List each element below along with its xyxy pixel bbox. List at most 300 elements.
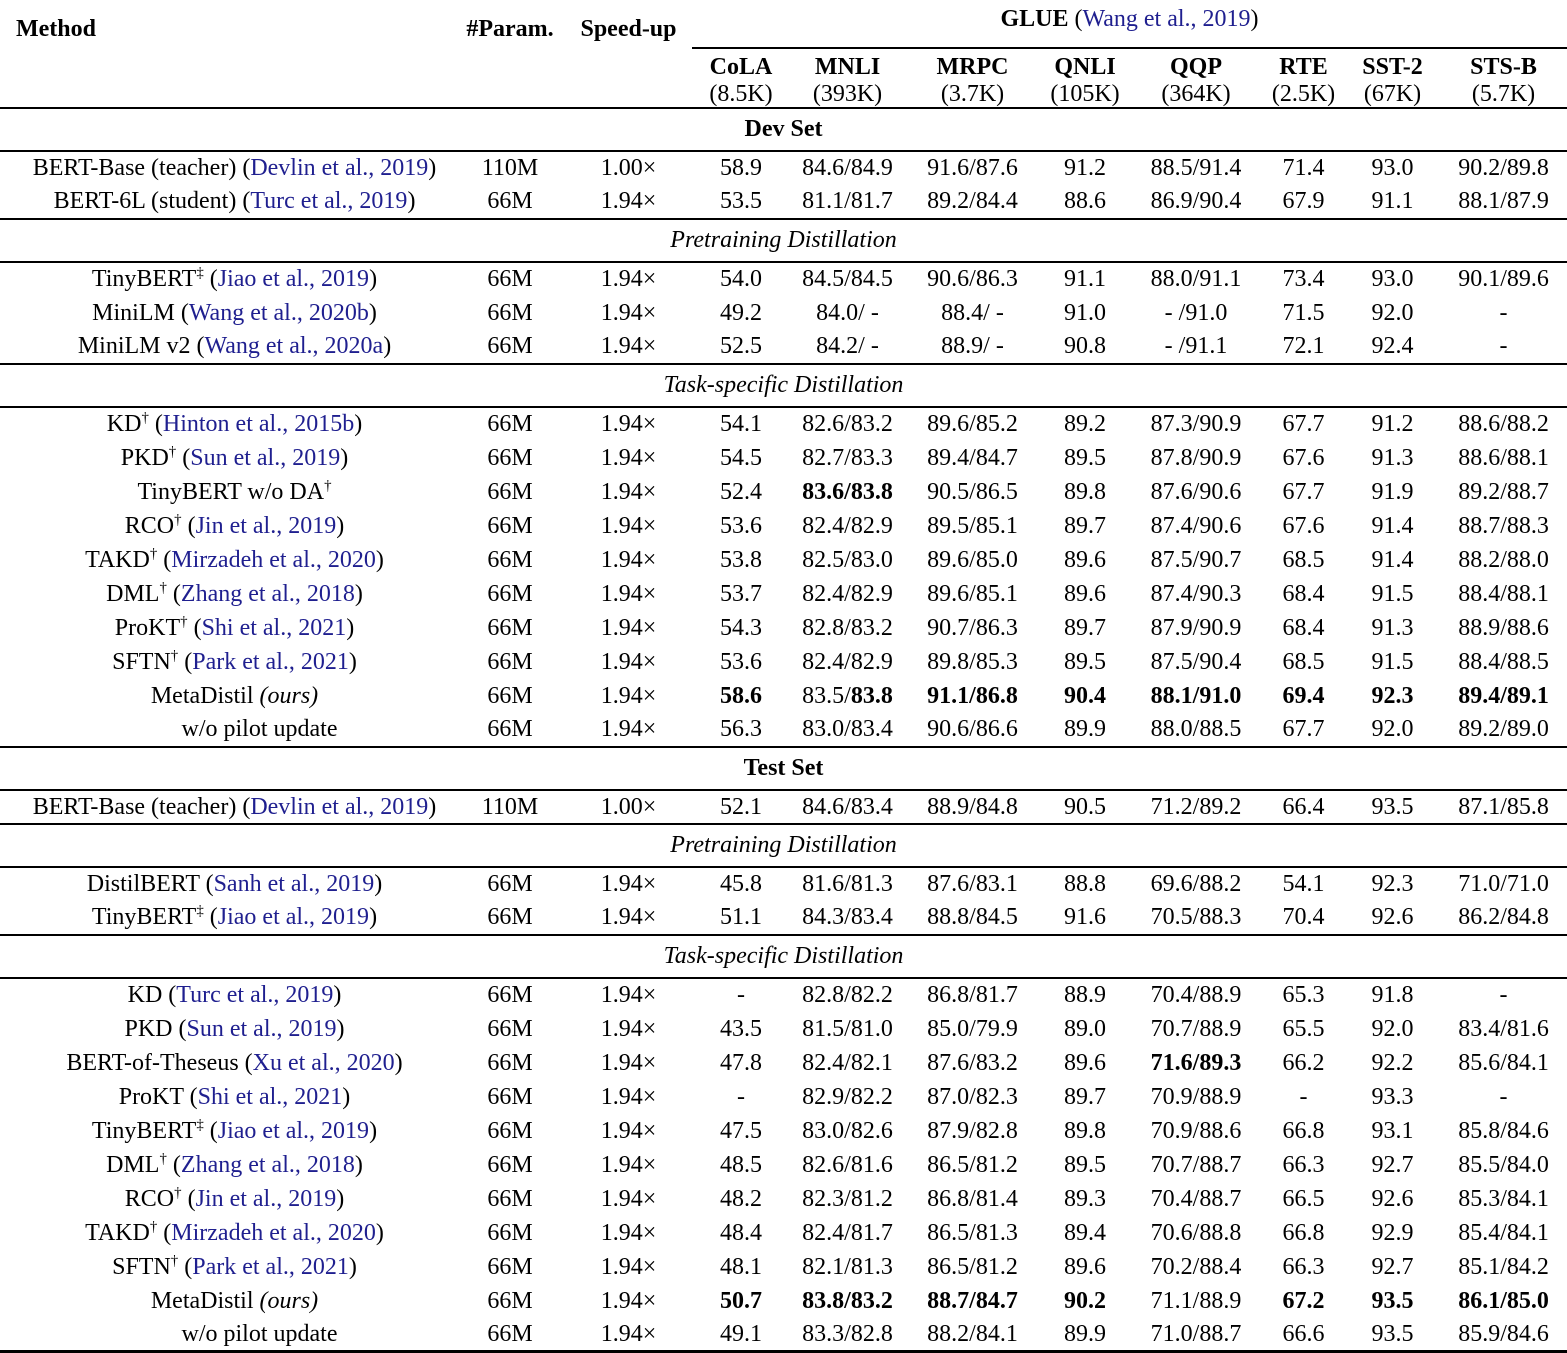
cell-sts-b: 89.2/89.0 xyxy=(1458,716,1549,742)
cell-sst-2: 92.3 xyxy=(1371,871,1414,897)
column-label: QNLI xyxy=(1054,54,1116,80)
method-name: ProKT xyxy=(118,1083,184,1110)
cell-sts-b: 88.4/88.5 xyxy=(1458,648,1549,675)
param-cell: 66M xyxy=(487,982,533,1008)
method-name: KD xyxy=(106,411,142,437)
column-label: MNLI xyxy=(814,54,881,80)
method-name: MetaDistil xyxy=(150,1287,254,1314)
cell-mrpc: 86.8/81.7 xyxy=(927,982,1018,1008)
speedup-cell: 1.94× xyxy=(600,1015,657,1042)
method-name: MetaDistil xyxy=(150,682,254,709)
cell-sst-2: 91.3 xyxy=(1371,444,1414,471)
cell-cola: 52.4 xyxy=(720,478,762,505)
table-row xyxy=(0,262,1567,296)
table-row xyxy=(0,185,1567,219)
citation-link[interactable]: Wang et al., 2020b xyxy=(188,299,369,326)
cell-qqp: 88.5/91.4 xyxy=(1150,155,1242,181)
cell-cola: 50.7 xyxy=(720,1287,762,1314)
method-cell xyxy=(0,978,455,1012)
method-cell xyxy=(0,509,455,543)
speedup-cell: 1.94× xyxy=(600,682,657,709)
column-size: (2.5K) xyxy=(1271,81,1336,107)
method-name: DML xyxy=(106,1151,160,1178)
cell-qqp: 69.6/88.2 xyxy=(1150,871,1242,897)
citation-link[interactable]: Zhang et al., 2018 xyxy=(180,580,355,607)
param-cell: 66M xyxy=(487,648,533,675)
cell-mrpc: 89.8/85.3 xyxy=(927,648,1018,675)
cell-cola: 53.7 xyxy=(720,580,762,607)
method-cell xyxy=(0,1318,455,1352)
citation-wrap xyxy=(191,333,392,359)
cell-sst-2: 92.6 xyxy=(1371,904,1414,930)
method-cell xyxy=(0,1250,455,1284)
cell-mnli: 82.7/83.3 xyxy=(802,444,893,471)
dagger-mark: ‡ xyxy=(196,903,204,919)
method-name: TinyBERT xyxy=(91,904,197,930)
citation-link[interactable]: Jiao et al., 2019 xyxy=(217,904,370,930)
cell-rte: 67.7 xyxy=(1282,716,1325,742)
table-row xyxy=(0,577,1567,611)
speedup-cell: 1.00× xyxy=(600,793,657,820)
speedup-cell: 1.94× xyxy=(600,871,657,897)
param-cell: 66M xyxy=(487,1185,533,1212)
dagger-mark: ‡ xyxy=(196,265,204,281)
table-row xyxy=(0,611,1567,645)
cell-qqp: 70.5/88.3 xyxy=(1150,904,1242,930)
cell-qnli: 89.7 xyxy=(1064,1083,1106,1110)
citation-link[interactable]: Shi et al., 2021 xyxy=(197,1083,343,1110)
cell-sst-2: 93.0 xyxy=(1371,266,1414,292)
col-header-mnli xyxy=(790,48,905,108)
cell-rte: 67.7 xyxy=(1282,411,1325,437)
cell-sts-b: 86.2/84.8 xyxy=(1458,904,1549,930)
param-cell: 66M xyxy=(487,1117,533,1144)
cell-mrpc: 87.6/83.2 xyxy=(927,1049,1018,1076)
citation-wrap xyxy=(173,1016,345,1042)
cell-qqp: 70.6/88.8 xyxy=(1150,1219,1242,1246)
column-size: (105K) xyxy=(1050,81,1120,107)
cell-qqp: 87.5/90.7 xyxy=(1150,546,1242,573)
col-header-cola xyxy=(692,48,790,108)
citation-wrap xyxy=(188,615,355,641)
cell-rte: 66.4 xyxy=(1282,793,1325,820)
citation-link[interactable]: Sanh et al., 2019 xyxy=(213,871,375,897)
method-cell xyxy=(0,1080,455,1114)
cell-rte: 65.3 xyxy=(1282,982,1325,1008)
cell-mrpc: 85.0/79.9 xyxy=(927,1015,1018,1042)
cell-rte: 68.5 xyxy=(1282,546,1325,573)
cell-mnli: 82.9/82.2 xyxy=(802,1083,893,1110)
cell-mnli: 81.1/81.7 xyxy=(802,188,893,214)
param-cell: 66M xyxy=(487,266,533,292)
cell-qnli: 89.6 xyxy=(1064,580,1106,607)
cell-rte: - xyxy=(1299,1083,1308,1110)
citation-wrap xyxy=(176,445,348,471)
dagger-mark: † xyxy=(174,1184,182,1201)
table-row xyxy=(0,1012,1567,1046)
speedup-cell: 1.94× xyxy=(600,1151,657,1178)
cell-qnli: 88.8 xyxy=(1064,871,1106,897)
cell-qnli: 90.2 xyxy=(1064,1287,1106,1314)
citation-wrap xyxy=(175,300,377,326)
cell-sst-2: 92.2 xyxy=(1371,1049,1414,1076)
citation-link[interactable]: Zhang et al., 2018 xyxy=(180,1151,355,1178)
speedup-cell: 1.00× xyxy=(600,155,657,181)
cell-mrpc: 89.5/85.1 xyxy=(927,512,1018,539)
method-name: RCO xyxy=(124,1185,175,1212)
cell-sts-b: 85.8/84.6 xyxy=(1458,1117,1549,1144)
citation-link[interactable]: Shi et al., 2021 xyxy=(201,614,347,641)
method-cell xyxy=(0,1182,455,1216)
cell-cola: 58.9 xyxy=(720,155,762,181)
citation-link[interactable]: Turc et al., 2019 xyxy=(176,982,334,1008)
cell-sts-b: 90.2/89.8 xyxy=(1458,155,1549,181)
cell-cola: 54.1 xyxy=(720,411,762,437)
cell-rte: 67.6 xyxy=(1282,512,1325,539)
glue-citation-wrap xyxy=(1069,6,1259,32)
citation-link[interactable]: Xu et al., 2020 xyxy=(252,1049,395,1076)
table-row xyxy=(0,1250,1567,1284)
cell-mnli: 83.6/83.8 xyxy=(802,478,893,505)
dagger-mark: † xyxy=(168,443,177,460)
table-row xyxy=(0,679,1567,713)
citation-link[interactable]: Jiao et al., 2019 xyxy=(217,266,370,292)
cell-mnli: 84.5/84.5 xyxy=(802,266,893,292)
method-name: DML xyxy=(106,580,160,607)
cell-mnli: 83.3/82.8 xyxy=(790,1318,905,1352)
cell-cola: - xyxy=(737,1083,745,1110)
method-cell xyxy=(0,1148,455,1182)
method-name: ProKT xyxy=(114,614,181,641)
param-cell: 66M xyxy=(487,188,533,214)
table-row xyxy=(0,543,1567,577)
dagger-mark: † xyxy=(149,545,158,562)
cell-mrpc: 89.6/85.0 xyxy=(927,546,1018,573)
col-header-rte xyxy=(1262,48,1345,108)
param-cell: 66M xyxy=(487,1151,533,1178)
citation-wrap xyxy=(204,904,377,930)
cell-qqp: 70.7/88.9 xyxy=(1150,1015,1242,1042)
cell-sst-2: 91.2 xyxy=(1371,411,1414,437)
citation-link[interactable]: Devlin et al., 2019 xyxy=(250,793,429,820)
method-name: SFTN xyxy=(112,648,171,675)
column-size: (67K) xyxy=(1363,81,1422,107)
param-cell: 66M xyxy=(487,444,533,471)
cell-sts-b: 71.0/71.0 xyxy=(1458,871,1549,897)
cell-mnli: 83.8/83.2 xyxy=(802,1287,893,1314)
method-cell xyxy=(0,790,455,824)
cell-mrpc: 88.8/84.5 xyxy=(927,904,1018,930)
section-band-row xyxy=(0,747,1567,790)
cell-rte: 73.4 xyxy=(1282,266,1325,292)
cell-qqp: 88.0/91.1 xyxy=(1150,266,1242,292)
cell-qqp: 87.3/90.9 xyxy=(1150,411,1242,437)
cell-qqp: 87.9/90.9 xyxy=(1150,614,1242,641)
citation-wrap xyxy=(236,794,436,820)
citation-link[interactable]: Wang et al., 2020a xyxy=(204,333,384,359)
citation-link[interactable]: Devlin et al., 2019 xyxy=(250,155,429,181)
cell-mnli: 84.0/ - xyxy=(816,299,879,326)
param-cell: 66M xyxy=(487,716,533,742)
column-label: QQP xyxy=(1170,54,1222,80)
dagger-mark: † xyxy=(141,410,149,426)
citation-wrap xyxy=(239,1050,403,1076)
citation-wrap xyxy=(204,1118,377,1144)
table-row xyxy=(0,645,1567,679)
cell-sst-2: 92.0 xyxy=(1371,716,1414,742)
method-name: TinyBERT xyxy=(91,1117,197,1144)
cell-sts-b: 87.1/85.8 xyxy=(1458,793,1549,820)
cell-sst-2: 93.0 xyxy=(1371,155,1414,181)
column-label: RTE xyxy=(1279,54,1328,80)
speedup-cell: 1.94× xyxy=(600,1185,657,1212)
speedup-cell: 1.94× xyxy=(600,982,657,1008)
method-cell xyxy=(0,577,455,611)
method-name: TAKD xyxy=(85,1219,150,1246)
column-label: SST-2 xyxy=(1362,54,1423,80)
cell-sts-b: 88.6/88.1 xyxy=(1458,444,1549,471)
param-cell: 66M xyxy=(487,1253,533,1280)
method-cell xyxy=(0,901,455,935)
method-name: MiniLM v2 xyxy=(77,333,191,359)
param-cell: 66M xyxy=(487,512,533,539)
cell-cola: 48.4 xyxy=(720,1219,762,1246)
param-cell: 66M xyxy=(487,1049,533,1076)
cell-cola: 58.6 xyxy=(720,682,762,709)
cell-sst-2: 93.5 xyxy=(1371,1287,1414,1314)
cell-mnli: 83.0/82.6 xyxy=(802,1117,893,1144)
column-size: (3.7K) xyxy=(940,81,1005,107)
table-row xyxy=(0,1046,1567,1080)
glue-label: GLUE xyxy=(1000,6,1069,32)
cell-mnli: 84.3/83.4 xyxy=(802,904,893,930)
citation-link[interactable]: Mirzadeh et al., 2020 xyxy=(171,546,376,573)
cell-mrpc: 90.6/86.3 xyxy=(927,266,1018,292)
cell-rte: 68.4 xyxy=(1282,580,1325,607)
cell-mrpc: 88.9/84.8 xyxy=(927,793,1018,820)
cell-mnli: 81.5/81.0 xyxy=(802,1015,893,1042)
cell-rte: 70.4 xyxy=(1282,904,1325,930)
cell-mrpc: 86.5/81.2 xyxy=(927,1151,1018,1178)
cell-qnli: 89.3 xyxy=(1064,1185,1106,1212)
cell-cola: 53.6 xyxy=(720,512,762,539)
cell-mrpc: 89.4/84.7 xyxy=(927,444,1018,471)
section-band-row xyxy=(0,364,1567,407)
method-name: TAKD xyxy=(85,546,150,573)
method-cell xyxy=(0,867,455,901)
citation-link[interactable]: Sun et al., 2019 xyxy=(190,444,341,471)
citation-link[interactable]: Jiao et al., 2019 xyxy=(217,1117,370,1144)
col-header-speedup: Speed-up xyxy=(565,0,692,108)
cell-sst-2: 92.7 xyxy=(1371,1151,1414,1178)
cell-qnli: 90.8 xyxy=(1064,333,1106,359)
cell-sts-b: 88.4/88.1 xyxy=(1458,580,1549,607)
cell-rte: 67.9 xyxy=(1282,188,1325,214)
cell-sst-2: 91.8 xyxy=(1371,982,1414,1008)
cell-mrpc: 90.5/86.5 xyxy=(927,478,1018,505)
method-cell xyxy=(0,1216,455,1250)
cell-cola: 53.5 xyxy=(720,188,762,214)
method-cell xyxy=(0,407,455,441)
citation-link[interactable]: Sun et al., 2019 xyxy=(186,1015,337,1042)
cell-mnli: 82.3/81.2 xyxy=(802,1185,893,1212)
cell-qnli: 89.9 xyxy=(1040,1318,1130,1352)
cell-cola: 48.5 xyxy=(720,1151,762,1178)
cell-qnli: 88.9 xyxy=(1064,982,1106,1008)
cell-qqp: 88.0/88.5 xyxy=(1150,716,1242,742)
glue-citation-link[interactable]: Wang et al., 2019 xyxy=(1082,6,1251,32)
cell-mnli: 82.4/82.1 xyxy=(802,1049,893,1076)
cell-qnli: 89.0 xyxy=(1064,1015,1106,1042)
table-row xyxy=(0,867,1567,901)
section-band-row xyxy=(0,219,1567,262)
dagger-mark: † xyxy=(324,477,332,494)
cell-sts-b: - xyxy=(1499,982,1508,1008)
cell-rte: 66.2 xyxy=(1282,1049,1325,1076)
cell-mnli: 82.5/83.0 xyxy=(802,546,893,573)
method-cell xyxy=(0,330,455,364)
cell-sst-2: 92.4 xyxy=(1371,333,1414,359)
cell-rte: 54.1 xyxy=(1282,871,1325,897)
cell-cola: 47.8 xyxy=(720,1049,762,1076)
method-name: TinyBERT xyxy=(91,266,197,292)
dagger-mark: † xyxy=(180,613,188,630)
cell-qqp: 70.4/88.7 xyxy=(1150,1185,1242,1212)
citation-wrap xyxy=(149,411,362,437)
table-row xyxy=(0,296,1567,330)
cell-qnli: 91.1 xyxy=(1064,266,1106,292)
cell-mnli: 82.6/81.6 xyxy=(802,1151,893,1178)
cell-qnli: 89.6 xyxy=(1064,1049,1106,1076)
speedup-cell: 1.94× xyxy=(600,904,657,930)
section-band-row xyxy=(0,935,1567,978)
citation-wrap xyxy=(184,1084,351,1110)
cell-qnli: 90.5 xyxy=(1064,793,1106,820)
citation-link[interactable]: Mirzadeh et al., 2020 xyxy=(171,1219,376,1246)
citation-wrap xyxy=(236,155,436,181)
cell-mnli: 83.5/83.8 xyxy=(802,682,893,709)
method-cell xyxy=(0,679,455,713)
cell-mrpc: 89.2/84.4 xyxy=(927,188,1018,214)
speedup-cell: 1.94× xyxy=(600,478,657,505)
citation-link[interactable]: Hinton et al., 2015b xyxy=(162,411,355,437)
table-row xyxy=(0,1148,1567,1182)
speedup-cell: 1.94× xyxy=(600,1049,657,1076)
cell-cola: 48.2 xyxy=(720,1185,762,1212)
speedup-cell: 1.94× xyxy=(600,411,657,437)
cell-mrpc: 90.6/86.6 xyxy=(927,716,1018,742)
section-band-label: Test Set xyxy=(0,747,1567,790)
cell-sst-2: 91.4 xyxy=(1371,546,1414,573)
citation-wrap xyxy=(157,547,384,573)
header-row-top xyxy=(0,0,1567,48)
col-header-method: Method xyxy=(0,0,455,108)
speedup-cell: 1.94× xyxy=(600,266,657,292)
citation-wrap xyxy=(178,1254,357,1280)
cell-sts-b: - xyxy=(1499,1083,1508,1110)
cell-sst-2: 91.1 xyxy=(1371,188,1414,214)
cell-qnli: 91.2 xyxy=(1064,155,1106,181)
method-cell xyxy=(0,1114,455,1148)
cell-qqp: 70.9/88.9 xyxy=(1150,1083,1242,1110)
cell-qqp: 87.4/90.3 xyxy=(1150,580,1242,607)
cell-cola: 54.5 xyxy=(720,444,762,471)
cell-mnli: 82.8/83.2 xyxy=(802,614,893,641)
citation-link[interactable]: Jin et al., 2019 xyxy=(195,1185,337,1212)
table-row xyxy=(0,1318,1567,1352)
cell-sst-2: 92.7 xyxy=(1371,1253,1414,1280)
cell-sts-b: 88.2/88.0 xyxy=(1458,546,1549,573)
method-cell xyxy=(0,262,455,296)
citation-link[interactable]: Park et al., 2021 xyxy=(192,648,349,675)
cell-rte: 67.7 xyxy=(1282,478,1325,505)
dagger-mark: ‡ xyxy=(196,1116,204,1133)
cell-mrpc: 88.4/ - xyxy=(941,299,1004,326)
citation-wrap xyxy=(200,871,383,897)
method-cell xyxy=(0,713,455,747)
cell-rte: 66.6 xyxy=(1262,1318,1345,1352)
citation-wrap xyxy=(182,513,345,539)
cell-sst-2: 92.0 xyxy=(1371,1015,1414,1042)
section-band-label: Task-specific Distillation xyxy=(0,935,1567,978)
cell-qqp: 71.0/88.7 xyxy=(1130,1318,1262,1352)
method-cell xyxy=(0,296,455,330)
cell-mrpc: 89.6/85.1 xyxy=(927,580,1018,607)
col-header-sts-b xyxy=(1440,48,1567,108)
citation-wrap xyxy=(178,649,357,675)
citation-wrap xyxy=(167,1152,363,1178)
cell-cola: 49.1 xyxy=(692,1318,790,1352)
speedup-cell: 1.94× xyxy=(600,333,657,359)
citation-link[interactable]: Turc et al., 2019 xyxy=(250,188,408,214)
method-name: BERT-Base (teacher) xyxy=(32,155,237,181)
cell-mnli: 82.4/82.9 xyxy=(802,648,893,675)
method-name: DistilBERT xyxy=(86,871,200,897)
cell-qqp: 87.5/90.4 xyxy=(1150,648,1242,675)
cell-sts-b: 83.4/81.6 xyxy=(1458,1015,1549,1042)
cell-qnli: 89.4 xyxy=(1064,1219,1106,1246)
speedup-cell: 1.94× xyxy=(600,512,657,539)
cell-rte: 69.4 xyxy=(1282,682,1325,709)
cell-rte: 66.3 xyxy=(1282,1151,1325,1178)
cell-qqp: 70.2/88.4 xyxy=(1150,1253,1242,1280)
citation-link[interactable]: Park et al., 2021 xyxy=(192,1253,349,1280)
cell-sst-2: 93.3 xyxy=(1371,1083,1414,1110)
param-cell: 66M xyxy=(487,333,533,359)
cell-qqp: 70.9/88.6 xyxy=(1150,1117,1242,1144)
cell-cola: 52.5 xyxy=(720,333,762,359)
cell-cola: - xyxy=(737,982,745,1008)
method-cell xyxy=(0,1046,455,1080)
table-row xyxy=(0,1080,1567,1114)
cell-mnli: 84.2/ - xyxy=(816,333,879,359)
cell-cola: 52.1 xyxy=(720,793,762,820)
column-label: MRPC xyxy=(936,54,1009,80)
speedup-cell: 1.94× xyxy=(600,716,657,742)
cell-qqp: 86.9/90.4 xyxy=(1150,188,1242,214)
cell-qnli: 89.8 xyxy=(1064,1117,1106,1144)
cell-mnli: 82.4/82.9 xyxy=(802,512,893,539)
dagger-mark: † xyxy=(170,647,179,664)
cell-mrpc: 89.6/85.2 xyxy=(927,411,1018,437)
glue-header xyxy=(692,0,1567,48)
cell-cola: 48.1 xyxy=(720,1253,762,1280)
citation-link[interactable]: Jin et al., 2019 xyxy=(195,512,337,539)
cell-sts-b: 86.1/85.0 xyxy=(1458,1287,1549,1314)
table-row xyxy=(0,509,1567,543)
cell-mrpc: 86.5/81.3 xyxy=(927,1219,1018,1246)
cell-qnli: 88.6 xyxy=(1064,188,1106,214)
